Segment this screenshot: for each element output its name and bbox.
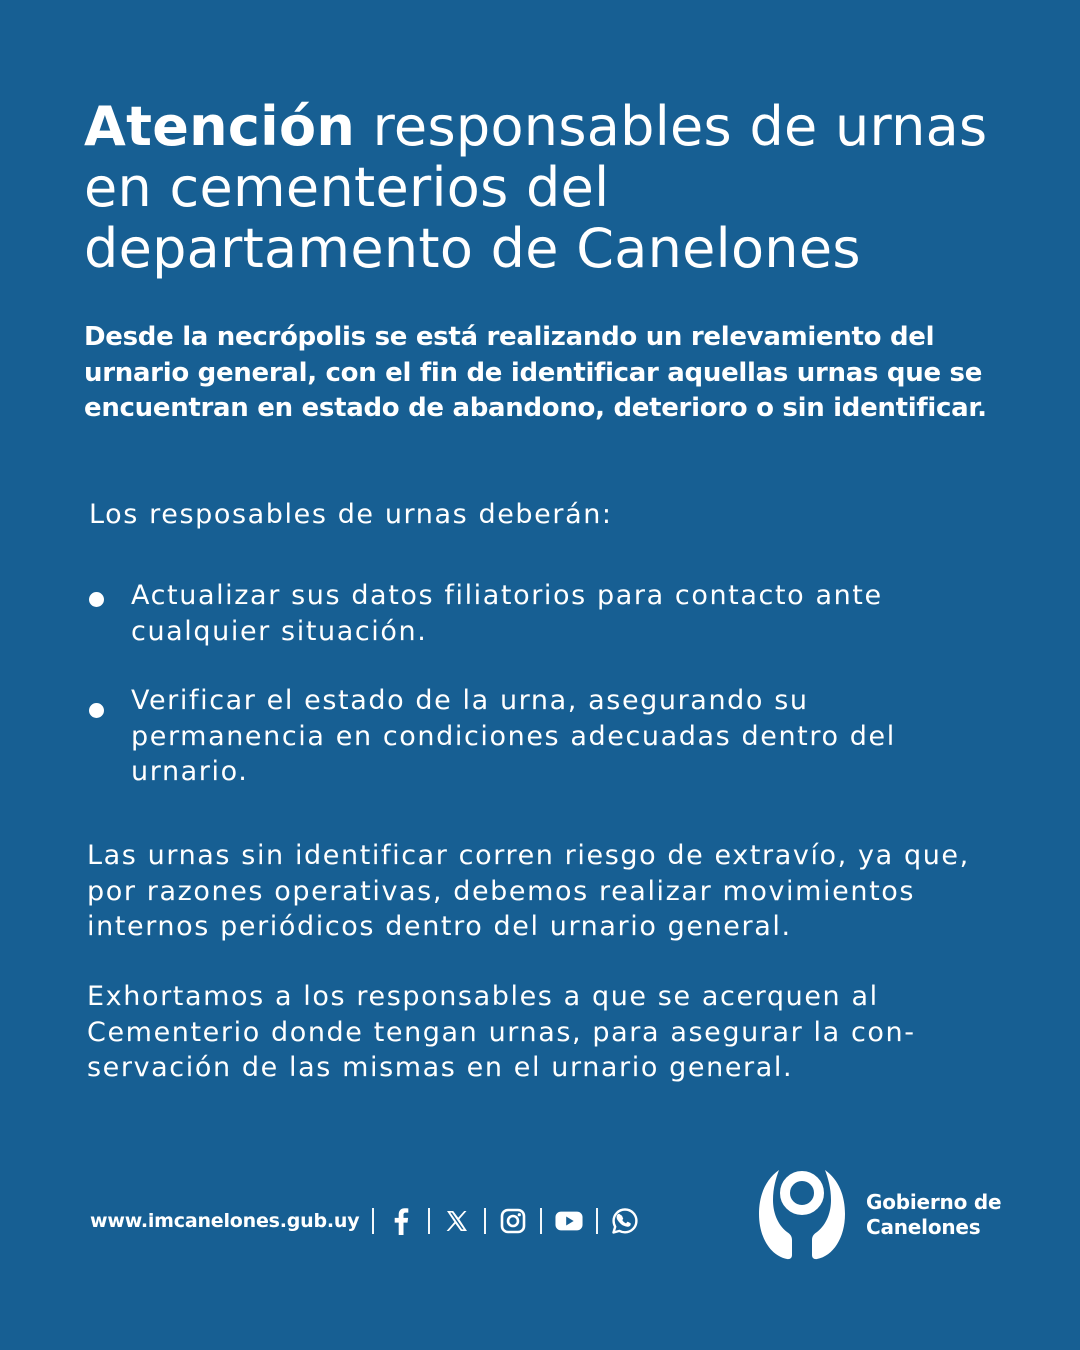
- facebook-icon[interactable]: [387, 1207, 415, 1235]
- list-item: [86, 683, 1006, 790]
- x-icon[interactable]: [443, 1207, 471, 1235]
- page-title: [84, 96, 1014, 279]
- brand-name: [866, 1190, 1001, 1240]
- bullet-dot-icon: [89, 592, 104, 607]
- title-rest: responsables de urnas en cementerios del departamento de Canelones: [84, 95, 988, 280]
- brand-line-2: Canelones: [866, 1215, 981, 1239]
- lead-paragraph: Desde la necrópolis se está realizando un relevamiento del urnario general, con el fin de identificar aquellas urnas que se encuentran en estado de abandono, deterioro o sin identificar.: [84, 322, 987, 423]
- divider: [428, 1208, 430, 1234]
- bullet-dot-icon: [89, 703, 104, 718]
- divider: [372, 1208, 374, 1234]
- website-link[interactable]: www.imcanelones.gub.uy: [90, 1210, 360, 1232]
- gobierno-canelones-logo-icon: [757, 1162, 847, 1262]
- intro-text: Los resposables de urnas deberán:: [89, 499, 613, 530]
- list-item: [86, 578, 1006, 649]
- requirements-list: [86, 578, 1006, 790]
- instagram-icon[interactable]: [499, 1207, 527, 1235]
- youtube-icon[interactable]: [555, 1207, 583, 1235]
- list-item-text: Verificar el estado de la urna, asegurando su permanencia en condiciones adecuadas dentro del urnario.: [131, 685, 896, 787]
- footer-links: [90, 1203, 639, 1239]
- exhort-paragraph: Exhortamos a los responsables a que se acerquen al Cementerio donde tengan urnas, para asegurar la conservación de las mismas en el urnario general.: [87, 981, 914, 1083]
- whatsapp-icon[interactable]: [611, 1207, 639, 1235]
- brand-line-1: Gobierno de: [866, 1190, 1002, 1214]
- divider: [540, 1208, 542, 1234]
- title-emphasis: Atención: [84, 95, 356, 158]
- list-item-text: Actualizar sus datos filiatorios para contacto ante cualquier situación.: [131, 580, 883, 647]
- divider: [484, 1208, 486, 1234]
- risk-paragraph: Las urnas sin identificar corren riesgo de extravío, ya que, por razones operativas, debemos realizar movimientos internos periódicos dentro del urnario general.: [87, 840, 970, 942]
- divider: [596, 1208, 598, 1234]
